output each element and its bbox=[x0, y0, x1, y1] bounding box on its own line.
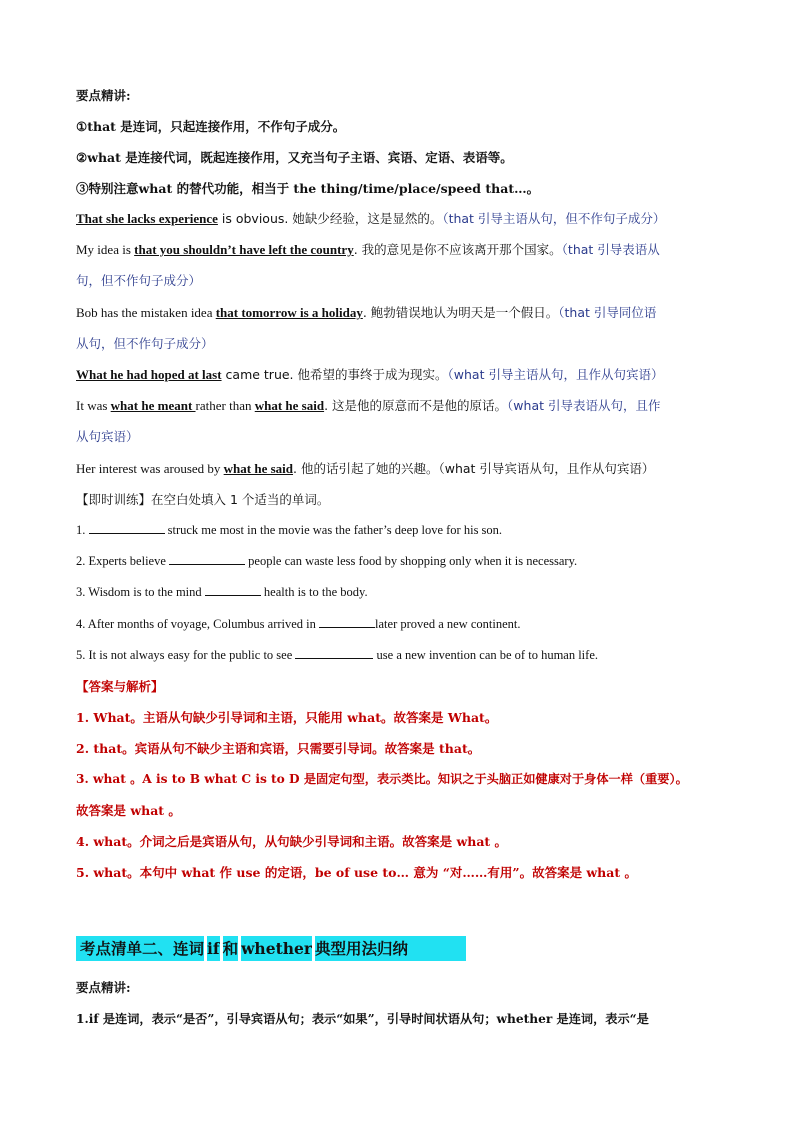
section-2-key-points-label: 要点精讲: bbox=[76, 980, 131, 995]
exercise-4: 4. After months of voyage, Columbus arrived in later proved a new continent. bbox=[76, 617, 521, 631]
answer-blank[interactable] bbox=[205, 583, 261, 596]
section-2-heading: 考点清单二、连词 if 和 whether 典型用法归纳 bbox=[76, 936, 466, 961]
example-1-clause: That she lacks experience bbox=[76, 211, 218, 226]
exercise-1: 1. struck me most in the movie was the father’s deep love for his son. bbox=[76, 523, 503, 537]
answer-1: 1. What。主语从句缺少引导词和主语，只能用 what。故答案是 What。 bbox=[76, 710, 498, 725]
answer-title: 【答案与解析】 bbox=[76, 679, 164, 694]
example-5: It was what he meant rather than what he said. 这是他的原意而不是他的原话。（what 引导表语从句，且作 bbox=[76, 398, 661, 413]
section-2-point-1: 1.if 是连词，表示“是否”，引导宾语从句；表示“如果”，引导时间状语从句；whether 是连词，表示“是 bbox=[76, 1012, 649, 1026]
point-3: ③特别注意what 的替代功能，相当于 the thing/time/place/speed that…。 bbox=[76, 181, 540, 196]
example-5-cont: 从句宾语） bbox=[76, 429, 139, 444]
answer-2: 2. that。宾语从句不缺少主语和宾语，只需要引导词。故答案是 that。 bbox=[76, 741, 481, 756]
exercise-2: 2. Experts believe people can waste less food by shopping only when it is necessary. bbox=[76, 554, 578, 568]
exercise-3: 3. Wisdom is to the mind health is to the body. bbox=[76, 585, 368, 599]
answer-blank[interactable] bbox=[89, 521, 165, 534]
answer-blank[interactable] bbox=[169, 552, 245, 565]
answer-blank[interactable] bbox=[295, 646, 373, 659]
example-2-clause: that you shouldn’t have left the country bbox=[134, 242, 354, 257]
example-4-clause: What he had hoped at last bbox=[76, 367, 222, 382]
answer-4: 4. what。介词之后是宾语从句，从句缺少引导词和主语。故答案是 what 。 bbox=[76, 834, 508, 849]
point-1: ①that 是连词，只起连接作用，不作句子成分。 bbox=[76, 119, 346, 134]
practice-title: 【即时训练】在空白处填入 1 个适当的单词。 bbox=[76, 492, 330, 507]
example-1: That she lacks experience is obvious. 她缺少经验，这是显然的。（that 引导主语从句，但不作句子成分） bbox=[76, 211, 666, 226]
answer-blank[interactable] bbox=[319, 615, 375, 628]
point-2: ②what 是连接代词，既起连接作用，又充当句子主语、宾语、定语、表语等。 bbox=[76, 150, 513, 165]
example-2: My idea is that you shouldn’t have left the country. 我的意见是你不应该离开那个国家。（that 引导表语从 bbox=[76, 242, 660, 257]
example-5-clause-a: what he meant bbox=[110, 398, 196, 413]
example-6-clause: what he said bbox=[223, 461, 294, 476]
answer-5: 5. what。本句中 what 作 use 的定语，be of use to… 意为 “对……有用”。故答案是 what 。 bbox=[76, 865, 637, 880]
example-3-cont: 从句，但不作句子成分） bbox=[76, 336, 214, 351]
example-5-clause-b: what he said bbox=[254, 398, 325, 413]
example-6: Her interest was aroused by what he said. 他的话引起了她的兴趣。（what 引导宾语从句，且作从句宾语） bbox=[76, 461, 655, 476]
example-3: Bob has the mistaken idea that tomorrow is a holiday. 鲍勃错误地认为明天是一个假日。（that 引导同位语 bbox=[76, 305, 657, 320]
example-4: What he had hoped at last came true. 他希望的事终于成为现实。（what 引导主语从句，且作从句宾语） bbox=[76, 367, 664, 382]
answer-3-cont: 故答案是 what 。 bbox=[76, 803, 181, 818]
answer-3: 3. what 。A is to B what C is to D 是固定句型，表示类比。知识之于头脑正如健康对于身体一样（重要）。 bbox=[76, 772, 688, 786]
exercise-5: 5. It is not always easy for the public to see use a new invention can be of to human life. bbox=[76, 648, 598, 662]
key-points-label: 要点精讲: bbox=[76, 88, 131, 103]
example-2-cont: 句，但不作句子成分） bbox=[76, 273, 202, 288]
example-3-clause: that tomorrow is a holiday bbox=[215, 305, 363, 320]
